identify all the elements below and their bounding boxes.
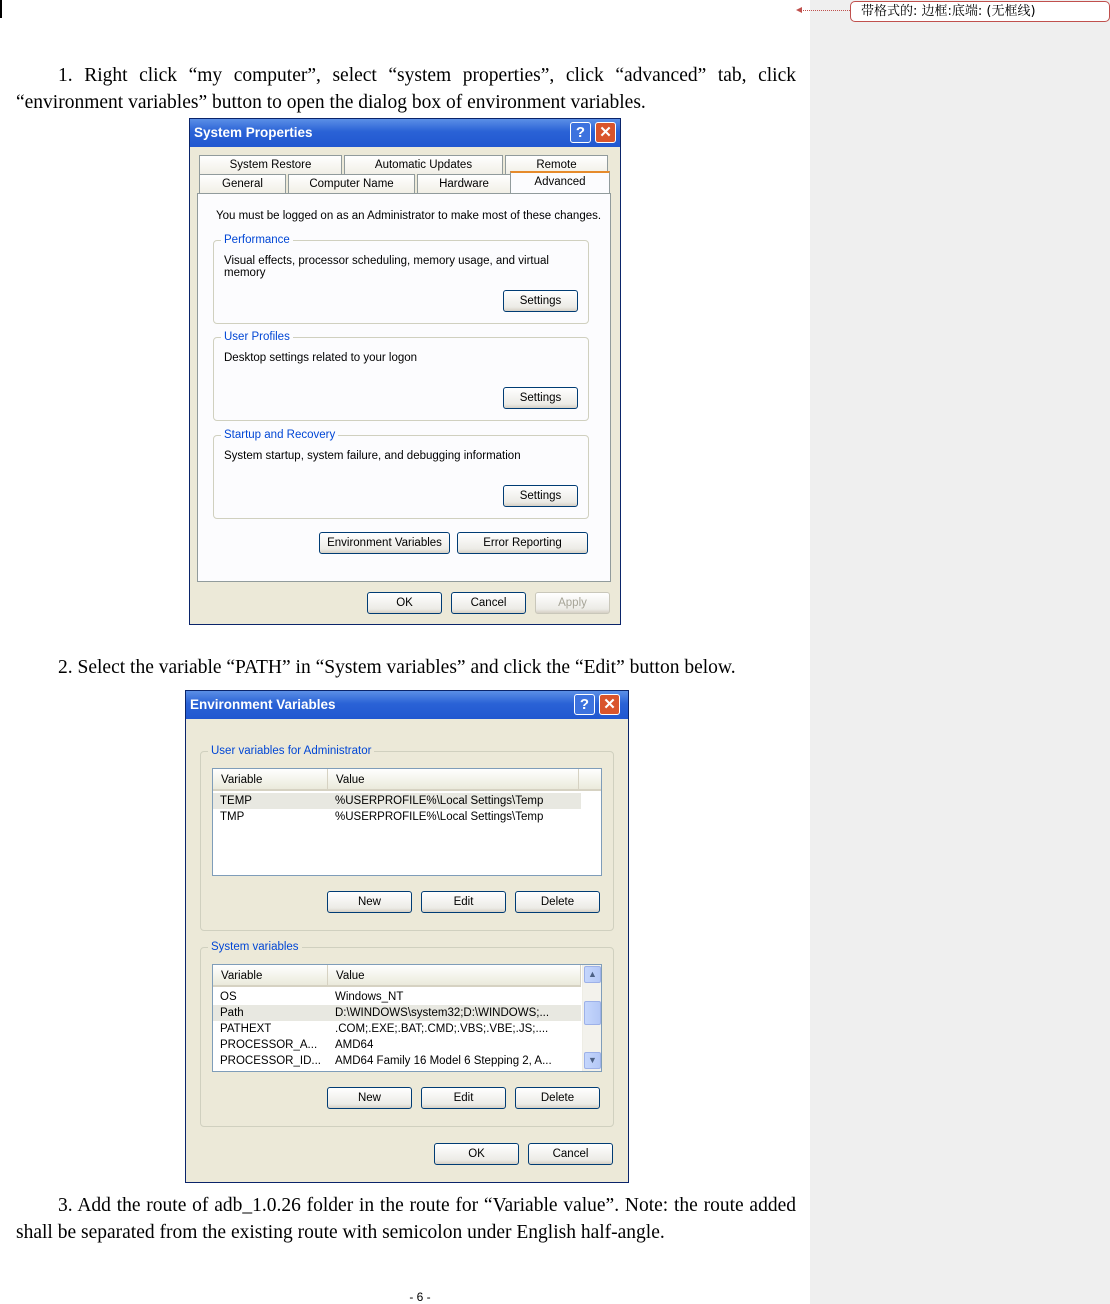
table-row[interactable] [213, 1037, 581, 1053]
dialog-title: Environment Variables [190, 697, 336, 712]
dialog-title-bar[interactable] [190, 119, 620, 147]
tab-computer-name[interactable]: Computer Name [288, 174, 415, 193]
advanced-tab-panel [197, 193, 611, 582]
system-edit-button[interactable]: Edit [421, 1087, 506, 1109]
column-value[interactable]: Value [328, 965, 581, 987]
ok-button[interactable]: OK [434, 1143, 519, 1165]
column-variable[interactable]: Variable [213, 769, 328, 791]
variable-cell: TEMP [220, 795, 252, 807]
tab-automatic-updates[interactable]: Automatic Updates [344, 155, 503, 174]
user-delete-button[interactable]: Delete [515, 891, 600, 913]
step-2-paragraph: 2. Select the variable “PATH” in “System variables” and click the “Edit” button below. [58, 657, 736, 678]
page-number: - 6 - [409, 1290, 431, 1304]
value-cell: AMD64 [335, 1039, 374, 1051]
user-profiles-group [213, 331, 589, 421]
user-new-button[interactable]: New [327, 891, 412, 913]
group-description: Desktop settings related to your logon [224, 352, 418, 364]
performance-group [213, 234, 589, 324]
tab-hardware[interactable]: Hardware [417, 174, 511, 193]
help-icon[interactable]: ? [570, 122, 591, 143]
list-header [213, 769, 601, 791]
variable-cell: OS [220, 991, 237, 1003]
text-cursor [0, 0, 2, 18]
environment-variables-button[interactable]: Environment Variables [319, 532, 450, 554]
variable-cell: PROCESSOR_ID... [220, 1055, 321, 1067]
scroll-up-icon[interactable]: ▲ [584, 966, 601, 983]
group-title: User variables for Administrator [208, 744, 374, 758]
user-variables-list[interactable] [212, 768, 602, 876]
apply-button[interactable]: Apply [535, 592, 610, 614]
column-variable[interactable]: Variable [213, 965, 328, 987]
value-cell: D:\WINDOWS\system32;D:\WINDOWS;... [335, 1007, 550, 1019]
comment-margin [810, 0, 1110, 1304]
group-description: Visual effects, processor scheduling, memory usage, and virtual memory [224, 255, 549, 279]
column-value[interactable]: Value [328, 769, 579, 791]
variable-cell: TMP [220, 811, 245, 823]
startup-recovery-settings-button[interactable]: Settings [503, 485, 578, 507]
value-cell: %USERPROFILE%\Local Settings\Temp [335, 795, 544, 807]
close-icon[interactable]: ✕ [595, 122, 616, 143]
system-variables-group [200, 941, 614, 1127]
scroll-thumb[interactable] [584, 1001, 601, 1025]
ok-button[interactable]: OK [367, 592, 442, 614]
system-delete-button[interactable]: Delete [515, 1087, 600, 1109]
table-row[interactable] [213, 1005, 581, 1021]
format-comment-balloon[interactable]: 带格式的: 边框:底端: (无框线) [850, 1, 1110, 22]
user-profiles-settings-button[interactable]: Settings [503, 387, 578, 409]
performance-settings-button[interactable]: Settings [503, 290, 578, 312]
step-3-paragraph: 3. Add the route of adb_1.0.26 folder in the route for “Variable value”. Note: the route added shall be separated from the existing route with semicolon under English half-angle. [16, 1195, 796, 1243]
admin-note: You must be logged on as an Administrator to make most of these changes. [216, 210, 602, 222]
tab-advanced[interactable]: Advanced [510, 171, 610, 193]
variable-cell: PROCESSOR_A... [220, 1039, 318, 1051]
table-row[interactable] [213, 1053, 581, 1069]
group-description: System startup, system failure, and debugging information [224, 450, 521, 462]
table-row[interactable] [213, 809, 581, 825]
environment-variables-dialog [185, 690, 629, 1183]
system-variables-list[interactable] [212, 964, 602, 1072]
group-title: Startup and Recovery [221, 428, 338, 442]
variable-cell: Path [220, 1007, 244, 1019]
tab-remote[interactable]: Remote [505, 155, 608, 174]
value-cell: Windows_NT [335, 991, 404, 1003]
dialog-title-bar[interactable] [186, 691, 628, 719]
group-title: System variables [208, 940, 302, 954]
system-properties-dialog [189, 118, 621, 625]
close-icon[interactable]: ✕ [599, 694, 620, 715]
group-title: User Profiles [221, 330, 293, 344]
system-list-scrollbar[interactable] [582, 965, 602, 1071]
dialog-title: System Properties [194, 125, 313, 140]
user-variables-group [200, 745, 614, 931]
group-title: Performance [221, 233, 293, 247]
value-cell: AMD64 Family 16 Model 6 Stepping 2, A... [335, 1055, 552, 1067]
help-icon[interactable]: ? [574, 694, 595, 715]
user-edit-button[interactable]: Edit [421, 891, 506, 913]
step-1-paragraph: 1. Right click “my computer”, select “system properties”, click “advanced” tab, click “environment variables” button to open the dialog box of environment variables. [16, 65, 796, 113]
system-new-button[interactable]: New [327, 1087, 412, 1109]
scroll-down-icon[interactable]: ▼ [584, 1052, 601, 1069]
variable-cell: PATHEXT [220, 1023, 272, 1035]
table-row[interactable] [213, 793, 581, 809]
table-row[interactable] [213, 989, 581, 1005]
startup-recovery-group [213, 429, 589, 519]
tab-system-restore[interactable]: System Restore [199, 155, 342, 174]
value-cell: .COM;.EXE;.BAT;.CMD;.VBS;.VBE;.JS;.... [335, 1023, 549, 1035]
table-row[interactable] [213, 1021, 581, 1037]
list-header [213, 965, 581, 987]
cancel-button[interactable]: Cancel [528, 1143, 613, 1165]
comment-leader-line [800, 10, 850, 11]
cancel-button[interactable]: Cancel [451, 592, 526, 614]
error-reporting-button[interactable]: Error Reporting [457, 532, 588, 554]
tab-general[interactable]: General [199, 174, 286, 193]
value-cell: %USERPROFILE%\Local Settings\Temp [335, 811, 544, 823]
